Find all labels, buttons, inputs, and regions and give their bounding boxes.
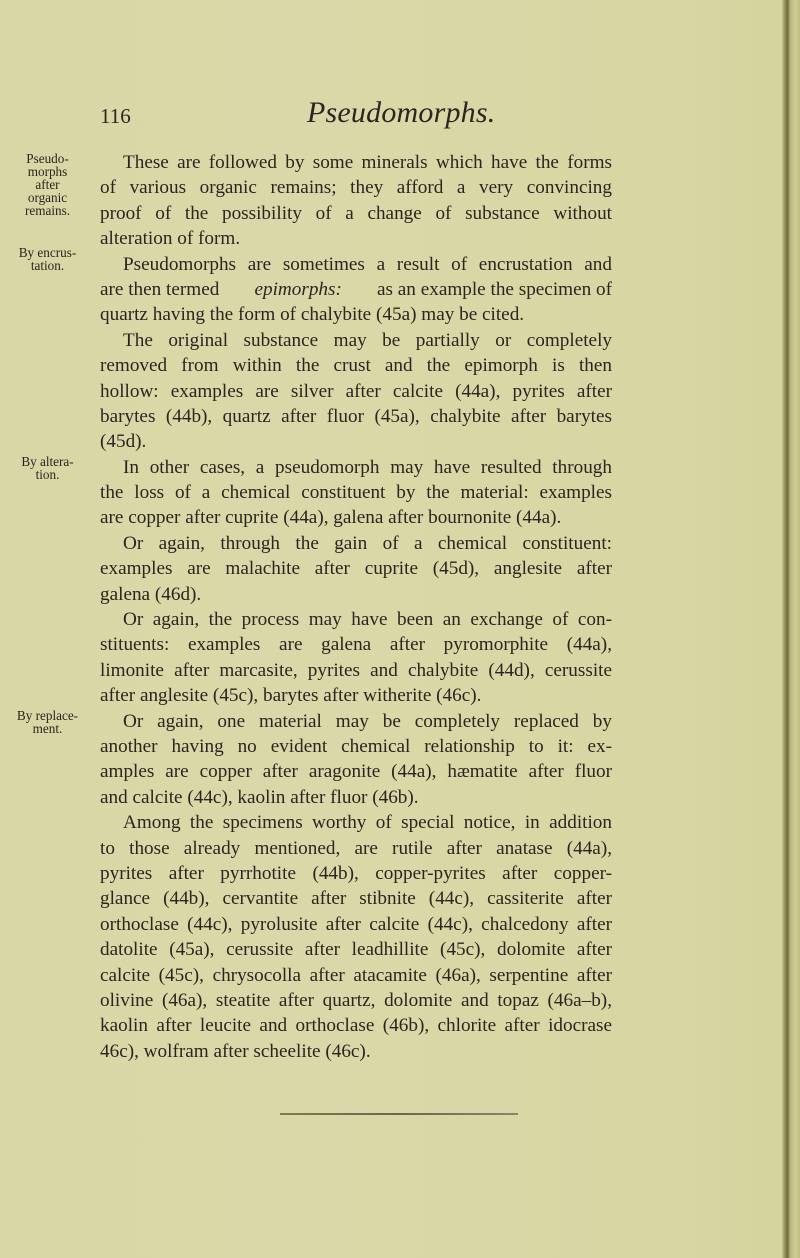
margin-note-alteration [0,455,95,481]
margin-note-line: after [35,177,60,192]
end-rule-divider [280,1113,518,1115]
text-line: (45d). [100,431,147,453]
running-title: Pseudomorphs. [307,96,496,129]
margin-note-line: tion. [35,467,60,482]
text-line: limonite after marcasite, pyrites and chalybite (44d), cerussite [100,659,612,681]
margin-note-line: remains. [24,203,71,218]
text-line: orthoclase (44c), pyrolusite after calcite (44c), chalcedony after [100,913,612,935]
text-line: These are followed by some minerals which have the forms [123,152,612,173]
text-line: Pseudomorphs are sometimes a result of encrustation and [123,253,612,275]
text-line: Among the specimens worthy of special notice, in addition [123,812,612,834]
margin-note-line: tation. [30,258,65,273]
text-line: glance (44b), cervantite after stibnite (44c), cassiterite after [100,888,612,910]
text-line: barytes (44b), quartz after fluor (45a), chalybite after barytes [100,405,612,427]
margin-note-line: By altera- [21,454,74,469]
text-line: examples are malachite after cuprite (45d), anglesite after [100,558,612,580]
text-line: alteration of form. [100,228,241,250]
text-line: Or again, one material may be completely replaced by [123,710,612,732]
text-line: kaolin after leucite and orthoclase (46b), chlorite after idocrase [100,1015,612,1037]
text-line: Or again, through the gain of a chemical constituent: [123,532,612,554]
page-binding-edge [782,0,800,1258]
margin-note-encrustation [0,246,95,272]
text-line: hollow: examples are silver after calcite (44a), pyrites after [100,380,612,402]
page-header [100,96,640,136]
text-fragment: are then termed [100,278,220,300]
text-line: pyrites after pyrrhotite (44b), copper-pyrites after copper- [100,862,612,884]
text-line: 46c), wolfram after scheelite (46c). [100,1040,371,1062]
text-line: and calcite (44c), kaolin after fluor (46b). [100,786,419,808]
text-line: stituents: examples are galena after pyromorphite (44a), [100,634,612,656]
text-line: The original substance may be partially or completely [123,329,612,351]
text-line: In other cases, a pseudomorph may have resulted through [123,456,612,478]
text-line-with-italic [100,277,612,302]
text-line: removed from within the crust and the epimorph is then [100,355,612,377]
text-line: are copper after cuprite (44a), galena after bournonite (44a). [100,507,562,529]
margin-note-line: Pseudo- [26,151,69,166]
margin-note-line: ment. [32,721,63,736]
text-line: datolite (45a), cerussite after leadhillite (45c), dolomite after [100,939,612,961]
text-line: to those already mentioned, are rutile after anatase (44a), [100,837,612,859]
text-line: proof of the possibility of a change of substance without [100,202,612,224]
margin-note-line: By replace- [16,708,79,723]
italic-term-epimorphs: epimorphs: [254,278,342,300]
text-line: another having no evident chemical relationship to it: ex- [100,735,612,757]
margin-note-line: morphs [27,164,68,179]
text-line: after anglesite (45c), barytes after witherite (46c). [100,685,482,707]
text-line: of various organic remains; they afford a very convincing [100,177,612,199]
text-line: quartz having the form of chalybite (45a) may be cited. [100,304,525,326]
margin-note-replacement [0,709,95,735]
text-line: the loss of a chemical constituent by the material: examples [100,482,612,504]
body-text [100,150,612,1064]
margin-note-organic-remains [0,152,95,217]
page-number: 116 [100,104,131,128]
text-line: calcite (45c), chrysocolla after atacamite (46a), serpentine after [100,964,612,986]
margin-note-line: organic [27,190,68,205]
text-line: Or again, the process may have been an exchange of con- [123,609,612,631]
margin-note-line: By encrus- [18,245,77,260]
text-line: amples are copper after aragonite (44a), hæmatite after fluor [100,761,612,783]
text-fragment: as an example the specimen of [377,278,612,300]
text-line: galena (46d). [100,583,202,605]
text-line: olivine (46a), steatite after quartz, dolomite and topaz (46a–b), [100,989,612,1011]
